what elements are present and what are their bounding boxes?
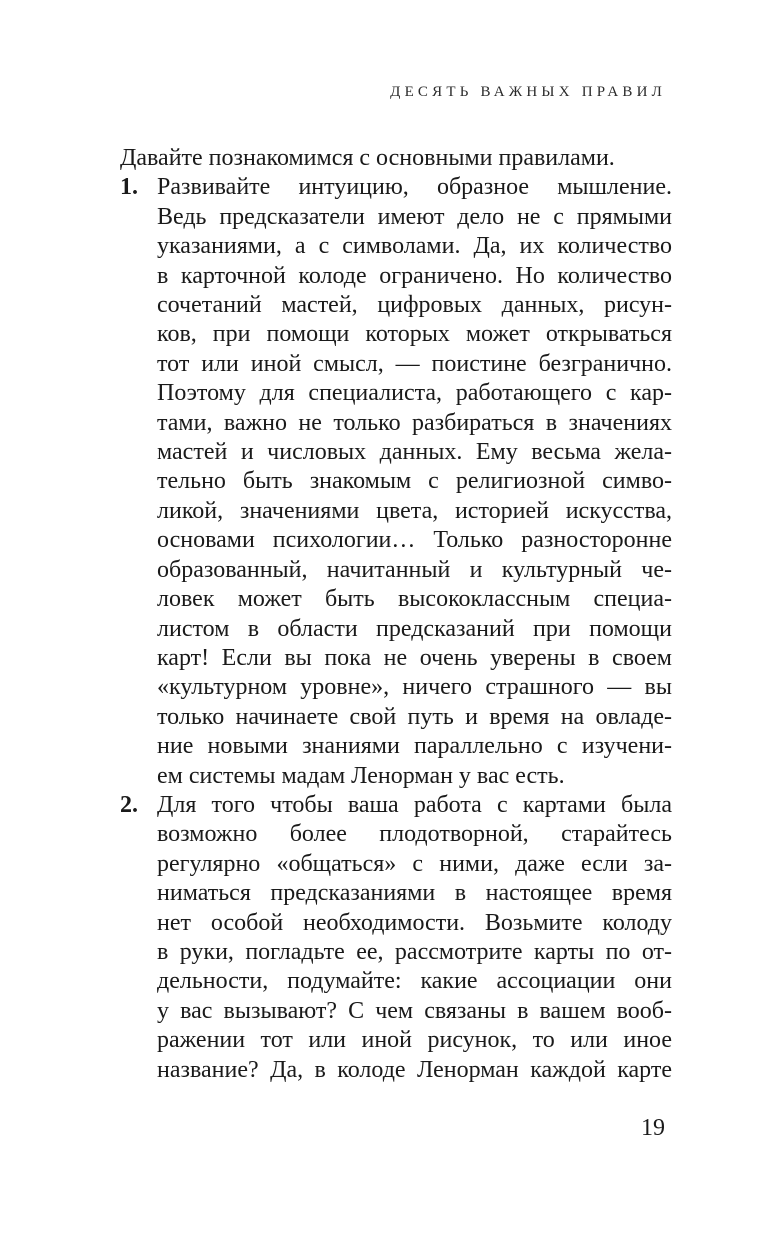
text-line: регулярно «общаться» с ними, даже если за- <box>157 850 672 877</box>
text-line: Для того чтобы ваша работа с картами была <box>157 791 672 818</box>
text-line: ниматься предсказаниями в настоящее время <box>157 880 672 907</box>
rule-item-2 <box>120 791 672 1085</box>
text-line: сочетаний мастей, цифровых данных, рисун- <box>157 292 672 319</box>
intro-paragraph: Давайте познакомимся с основными правилами. <box>120 145 615 171</box>
body-text <box>120 144 672 1085</box>
text-line: только начинаете свой путь и время на овладе- <box>157 703 672 730</box>
text-line: образованный, начитанный и культурный че- <box>157 556 672 583</box>
text-line: название? Да, в колоде Ленорман каждой карте <box>157 1056 672 1083</box>
text-line: ние новыми знаниями параллельно с изучени- <box>157 733 672 760</box>
text-line: «культурном уровне», ничего страшного — вы <box>157 674 672 701</box>
text-line: в руки, погладьте ее, рассмотрите карты по от- <box>157 938 672 965</box>
text-line: в карточной колоде ограничено. Но количество <box>157 262 672 289</box>
text-line: Ведь предсказатели имеют дело не с прямыми <box>157 203 672 230</box>
text-line: у вас вызывают? С чем связаны в вашем вооб- <box>157 997 672 1024</box>
text-line: указаниями, а с символами. Да, их количество <box>157 233 672 260</box>
page-number: 19 <box>641 1115 665 1141</box>
rule-number: 1. <box>120 174 138 201</box>
text-line: нет особой необходимости. Возьмите колоду <box>157 909 672 936</box>
text-line: ем системы мадам Ленорман у вас есть. <box>157 762 565 789</box>
text-line: ражении тот или иной рисунок, то или иное <box>157 1027 672 1054</box>
running-header: ДЕСЯТЬ ВАЖНЫХ ПРАВИЛ <box>390 84 666 100</box>
text-line: листом в области предсказаний при помощи <box>157 615 672 642</box>
rule-item-1 <box>120 173 672 791</box>
text-line: возможно более плодотворной, старайтесь <box>157 821 672 848</box>
text-line: мастей и числовых данных. Ему весьма жела- <box>157 439 672 466</box>
text-line: Развивайте интуицию, образное мышление. <box>157 174 672 201</box>
text-line: основами психологии… Только разносторонне <box>157 527 672 554</box>
text-line: Поэтому для специалиста, работающего с кар- <box>157 380 672 407</box>
text-line: тельно быть знакомым с религиозной симво- <box>157 468 672 495</box>
rule-number: 2. <box>120 791 138 818</box>
text-line: ков, при помощи которых может открываться <box>157 321 672 348</box>
text-line: тот или иной смысл, — поистине безгранично. <box>157 350 672 377</box>
text-line: дельности, подумайте: какие ассоциации они <box>157 968 672 995</box>
text-line: тами, важно не только разбираться в значениях <box>157 409 672 436</box>
text-line: ловек может быть высококлассным специа- <box>157 586 672 613</box>
text-line: ликой, значениями цвета, историей искусства, <box>157 497 672 524</box>
text-line: карт! Если вы пока не очень уверены в своем <box>157 644 672 671</box>
